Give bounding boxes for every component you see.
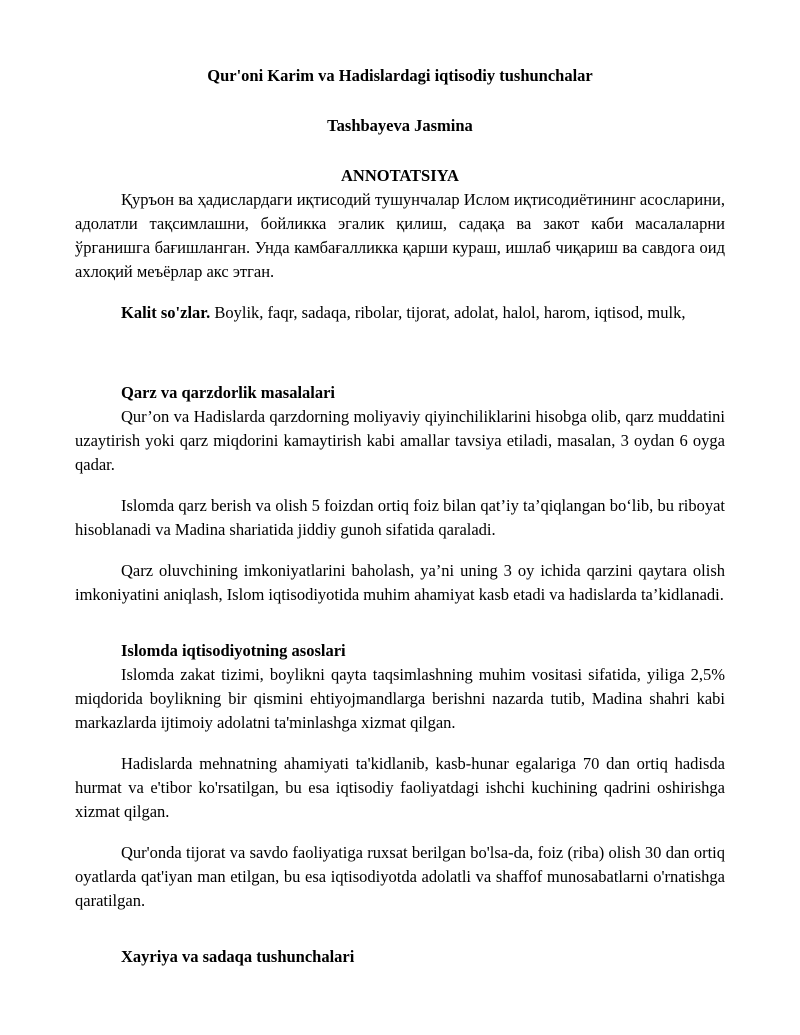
- document-page: [75, 64, 725, 969]
- section-paragraph: Qur'onda tijorat va savdo faoliyatiga ruxsat berilgan bo'lsa-da, foiz (riba) olish 30 dan ortiq oyatlarda qat'iyan man etilgan, bu esa iqtisodiyotda adolatli va shaffof munosabatlarni o'rnatishga qaratilgan.: [75, 843, 725, 910]
- section-paragraph: Islomda qarz berish va olish 5 foizdan ortiq foiz bilan qat’iy ta’qiqlangan bo‘lib, bu riboyat hisoblanadi va Madina shariatida jiddiy gunoh sifatida qaraladi.: [75, 496, 725, 539]
- keywords-label: Kalit so'zlar.: [121, 303, 211, 322]
- section-paragraph: Islomda zakat tizimi, boylikni qayta taqsimlashning muhim vositasi sifatida, yiliga 2,5% miqdorida boylikning bir qismini ehtiyojmandlarga berishni nazarda tutib, Madina shahri kabi markazlarda ijtimoiy adolatni ta'minlashga xizmat qilgan.: [75, 665, 725, 732]
- section-paragraph: Hadislarda mehnatning ahamiyati ta'kidlanib, kasb-hunar egalariga 70 dan ortiq hadisda hurmat va e'tibor ko'rsatilgan, bu esa iqtisodiy faoliyatdagi ishchi kuchining qadrini oshirishga xizmat qilgan.: [75, 754, 725, 821]
- keywords-text: Boylik, faqr, sadaqa, ribolar, tijorat, adolat, halol, harom, iqtisod, mulk,: [210, 303, 686, 322]
- document-title: Qur'oni Karim va Hadislardagi iqtisodiy tushunchalar: [207, 66, 593, 85]
- annotation-heading: ANNOTATSIYA: [341, 166, 459, 185]
- section-paragraph: Qur’on va Hadislarda qarzdorning moliyaviy qiyinchiliklarini hisobga olib, qarz muddatini uzaytirish yoki qarz miqdorini kamaytirish kabi amallar tavsiya etiladi, masalan, 3 oydan 6 oyga qadar.: [75, 407, 725, 474]
- section-heading-asoslar: Islomda iqtisodiyotning asoslari: [121, 641, 346, 660]
- section-heading-qarz: Qarz va qarzdorlik masalalari: [121, 383, 336, 402]
- annotation-text: Қуръон ва ҳадислардаги иқтисодий тушунчалар Ислом иқтисодиётининг асосларини, адолатли тақсимлашни, бойликка эгалик қилиш, садақа ва закот каби масалаларни ўрганишга бағишланган. Унда камбағалликка қарши кураш, ишлаб чиқариш ва савдога оид ахлоқий меъёрлар акс этган.: [75, 190, 725, 281]
- keywords-paragraph: [75, 301, 725, 325]
- section-heading-xayriya: Xayriya va sadaqa tushunchalari: [121, 947, 355, 966]
- author-name: Tashbayeva Jasmina: [327, 116, 473, 135]
- section-paragraph: Qarz oluvchining imkoniyatlarini baholash, ya’ni uning 3 oy ichida qarzini qaytara olish imkoniyatini aniqlash, Islom iqtisodiyotida muhim ahamiyat kasb etadi va hadislarda ta’kidlanadi.: [75, 561, 725, 604]
